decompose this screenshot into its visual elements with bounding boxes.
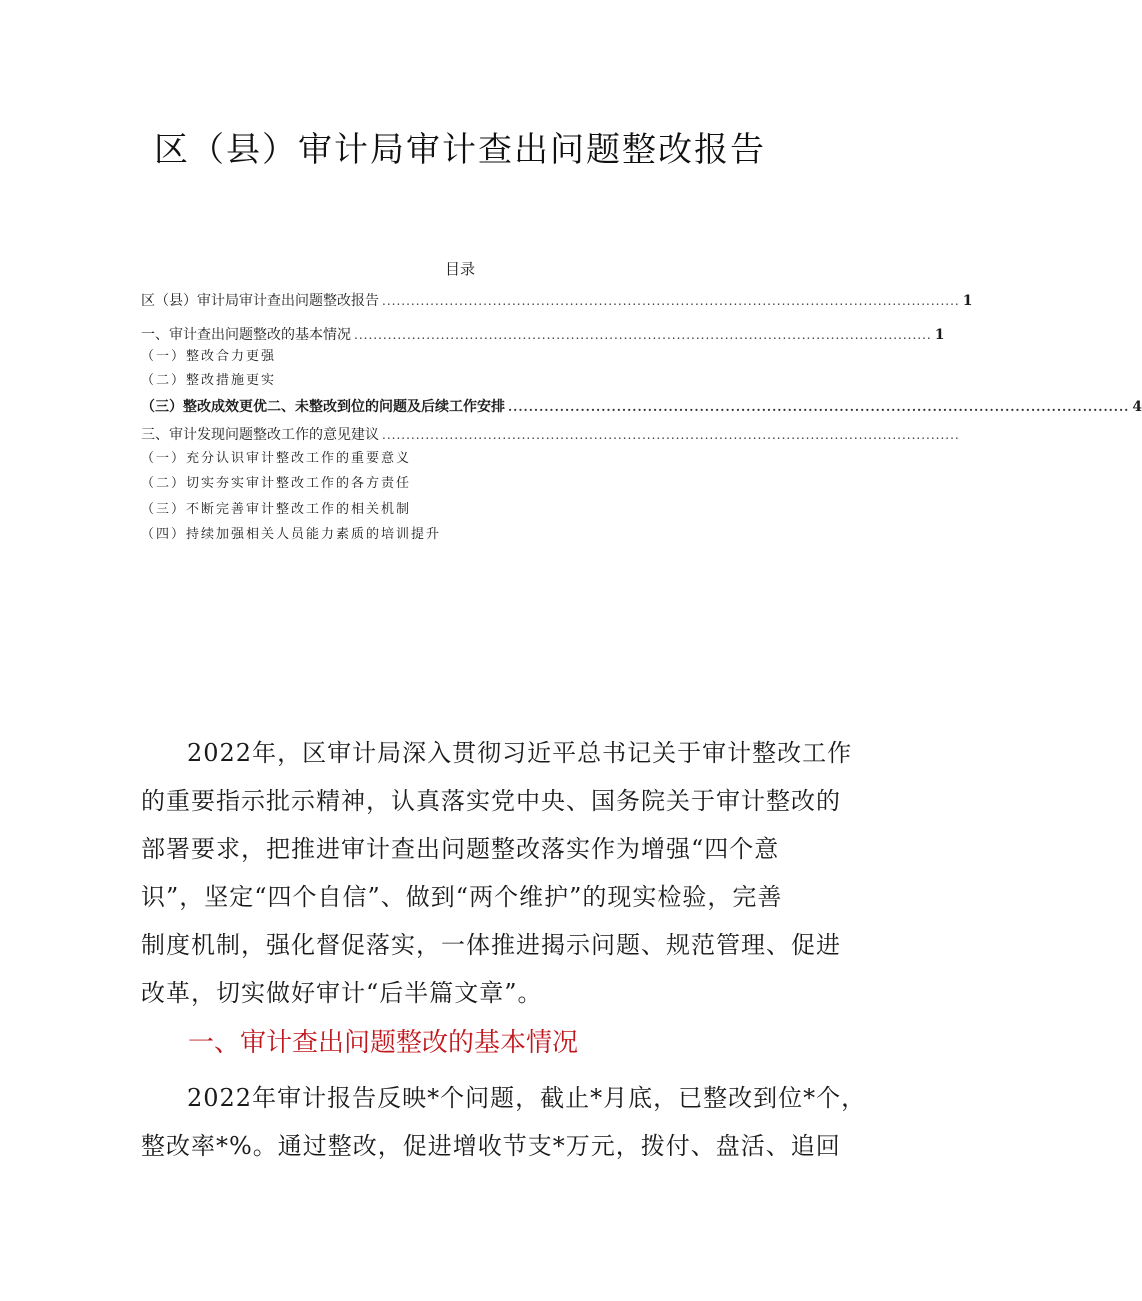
paragraph-line: 2022年，区审计局深入贯彻习近平总书记关于审计整改工作 (187, 739, 853, 767)
toc-sub-entry[interactable]: （二）整改措施更实 (141, 373, 277, 388)
paragraph-line: 识”，坚定“四个自信”、做到“两个维护”的现实检验，完善 (141, 883, 783, 911)
paragraph-line: 部署要求，把推进审计查出问题整改落实作为增强“四个意 (141, 835, 780, 863)
toc-leader: ........................................................................................................................ (382, 428, 960, 442)
paragraph-line: 的重要指示批示精神，认真落实党中央、国务院关于审计整改的 (141, 787, 841, 815)
toc-sub-entry[interactable]: （一）整改合力更强 (141, 349, 277, 364)
toc-sub-entry[interactable]: （四）持续加强相关人员能力素质的培训提升 (141, 527, 442, 542)
toc-entry-page: 4 (1132, 399, 1142, 415)
toc-entry-label: （三）整改成效更优二、未整改到位的问题及后续工作安排 (141, 399, 505, 415)
section-heading: 一、审计查出问题整改的基本情况 (188, 1028, 579, 1058)
toc-entry[interactable] (141, 291, 973, 311)
toc-leader: ........................................................................................................................ (382, 294, 960, 308)
body-paragraph-summary (141, 1074, 867, 1170)
toc-entry[interactable] (141, 325, 945, 345)
toc-entry-label: 一、审计查出问题整改的基本情况 (141, 327, 351, 343)
document-title: 区（县）审计局审计查出问题整改报告 (154, 130, 766, 170)
toc-entry-page: 1 (962, 293, 973, 309)
toc-leader: ........................................................................................................................ (508, 400, 1130, 414)
paragraph-line: 改革，切实做好审计“后半篇文章”。 (141, 979, 543, 1007)
toc-entry-label: 三、审计发现问题整改工作的意见建议 (141, 427, 379, 443)
paragraph-line: 制度机制，强化督促落实，一体推进揭示问题、规范管理、促进 (141, 931, 841, 959)
toc-entry-page: 1 (934, 327, 945, 343)
toc-leader: ........................................................................................................................ (354, 328, 932, 342)
toc-heading: 目录 (444, 260, 475, 278)
toc-entry[interactable] (141, 397, 1142, 417)
toc-entry-label: 区（县）审计局审计查出问题整改报告 (141, 293, 379, 309)
toc-sub-entry[interactable]: （二）切实夯实审计整改工作的各方责任 (141, 476, 412, 491)
toc-sub-entry[interactable]: （一）充分认识审计整改工作的重要意义 (141, 451, 412, 466)
toc-entry[interactable] (141, 425, 960, 445)
body-paragraph-intro (141, 729, 853, 1017)
paragraph-line: 2022年审计报告反映*个问题，截止*月底，已整改到位*个， (187, 1084, 867, 1112)
paragraph-line: 整改率*%。通过整改，促进增收节支*万元，拨付、盘活、追回 (141, 1132, 841, 1160)
toc-sub-entry[interactable]: （三）不断完善审计整改工作的相关机制 (141, 502, 412, 517)
